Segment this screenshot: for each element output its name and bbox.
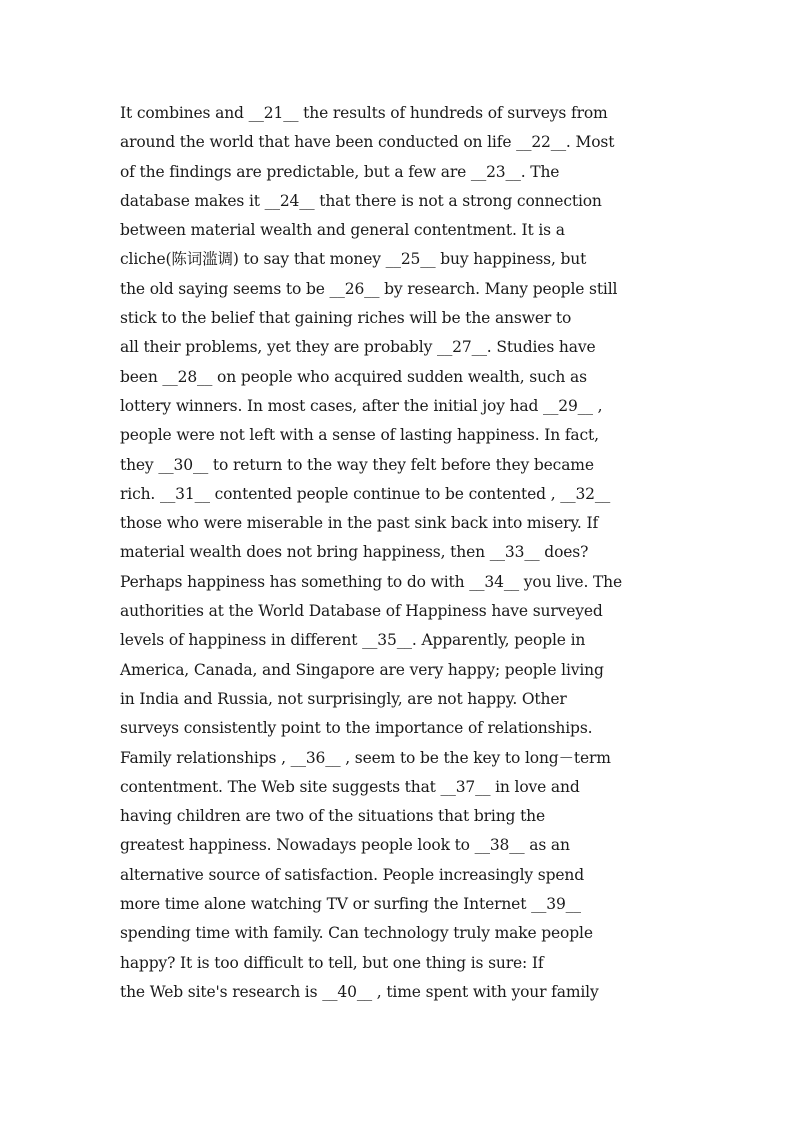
- passage-line: contentment. The Web site suggests that __37__ in love and: [120, 777, 580, 796]
- passage-line: rich. __31__ contented people continue to be contented , __32__: [120, 484, 611, 503]
- passage-line: material wealth does not bring happiness, then __33__ does?: [120, 543, 589, 562]
- passage-line: Perhaps happiness has something to do with __34__ you live. The: [120, 572, 623, 591]
- passage-line: cliche(陈词滥调) to say that money __25__ buy happiness, but: [120, 250, 587, 269]
- passage-line: spending time with family. Can technology truly make people: [120, 924, 593, 943]
- cloze-passage: [120, 99, 720, 1007]
- passage-line: having children are two of the situations that bring the: [120, 807, 546, 826]
- passage-line: Family relationships , __36__ , seem to be the key to long－term: [120, 748, 611, 767]
- passage-line: those who were miserable in the past sink back into misery. If: [120, 514, 599, 533]
- passage-line: America, Canada, and Singapore are very happy; people living: [120, 660, 604, 679]
- passage-line: lottery winners. In most cases, after the initial joy had __29__ ,: [120, 396, 603, 415]
- passage-line: greatest happiness. Nowadays people look to __38__ as an: [120, 836, 570, 855]
- passage-line: stick to the belief that gaining riches will be the answer to: [120, 309, 572, 328]
- passage-line: between material wealth and general contentment. It is a: [120, 221, 565, 240]
- passage-line: people were not left with a sense of lasting happiness. In fact,: [120, 426, 599, 445]
- passage-line: the Web site's research is __40__ , time spent with your family: [120, 982, 599, 1001]
- passage-line: more time alone watching TV or surfing the Internet __39__: [120, 895, 581, 914]
- passage-line: alternative source of satisfaction. People increasingly spend: [120, 865, 585, 884]
- passage-line: happy? It is too difficult to tell, but one thing is sure: If: [120, 953, 544, 972]
- passage-line: levels of happiness in different __35__. Apparently, people in: [120, 631, 586, 650]
- passage-line: authorities at the World Database of Happiness have surveyed: [120, 602, 603, 621]
- passage-line: been __28__ on people who acquired sudden wealth, such as: [120, 367, 587, 386]
- passage-line: surveys consistently point to the importance of relationships.: [120, 719, 593, 738]
- passage-line: all their problems, yet they are probably __27__. Studies have: [120, 338, 596, 357]
- passage-line: the old saying seems to be __26__ by research. Many people still: [120, 279, 618, 298]
- passage-line: around the world that have been conducted on life __22__. Most: [120, 133, 615, 152]
- passage-line: they __30__ to return to the way they felt before they became: [120, 455, 594, 474]
- passage-line: of the findings are predictable, but a few are __23__. The: [120, 162, 560, 181]
- passage-line: It combines and __21__ the results of hundreds of surveys from: [120, 104, 608, 122]
- passage-line: in India and Russia, not surprisingly, are not happy. Other: [120, 689, 567, 708]
- passage-line: database makes it __24__ that there is not a strong connection: [120, 191, 602, 210]
